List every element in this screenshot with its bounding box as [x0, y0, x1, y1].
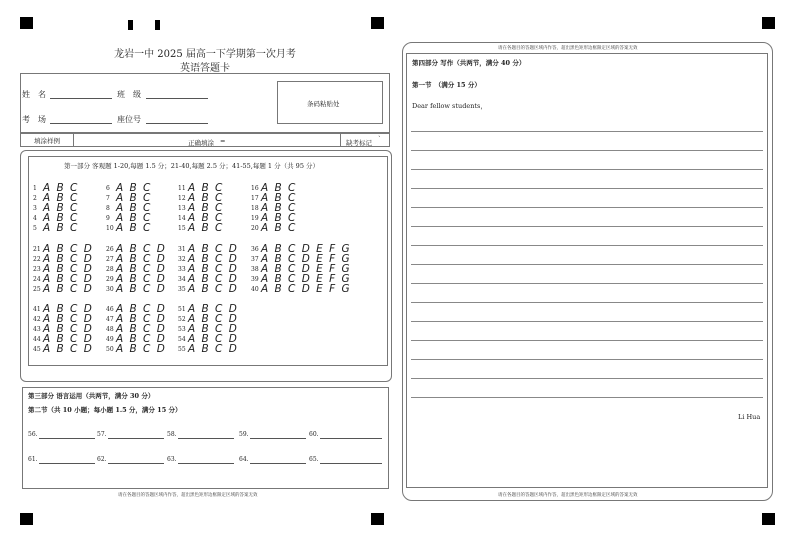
- question-number: 41: [33, 306, 41, 313]
- question-number: 43: [33, 326, 41, 333]
- question-number: 28: [106, 266, 114, 273]
- question-number: 25: [33, 286, 41, 293]
- question-number: 37: [251, 256, 259, 263]
- answer-options[interactable]: A B C D: [188, 323, 239, 335]
- answer-options[interactable]: A B C D: [188, 283, 239, 295]
- answer-options[interactable]: A B C D E F G: [261, 283, 352, 295]
- name-label: 姓 名: [22, 90, 46, 99]
- question-number: 26: [106, 246, 114, 253]
- part4-section: 第一节 （满分 15 分）: [412, 81, 481, 89]
- barcode-label: 条码粘贴处: [307, 100, 340, 108]
- answer-options[interactable]: A B C: [43, 182, 79, 194]
- question-number: 39: [251, 276, 259, 283]
- question-number: 35: [178, 286, 186, 293]
- question-number: 13: [178, 205, 186, 212]
- fill-divider: [340, 133, 341, 147]
- question-number: 52: [178, 316, 186, 323]
- writing-line[interactable]: [411, 245, 763, 246]
- answer-options[interactable]: A B C: [116, 182, 152, 194]
- timing-mark: [371, 17, 384, 29]
- blank-line[interactable]: [39, 438, 95, 439]
- seat-label: 座位号: [117, 115, 141, 124]
- writing-line[interactable]: [411, 321, 763, 322]
- writing-line[interactable]: [411, 283, 763, 284]
- question-number: 29: [106, 276, 114, 283]
- answer-options[interactable]: A B C: [261, 182, 297, 194]
- writing-inner-box: [406, 53, 768, 488]
- question-number: 38: [251, 266, 259, 273]
- blank-number: 58.: [167, 431, 177, 438]
- blank-number: 57.: [97, 431, 107, 438]
- question-number: 34: [178, 276, 186, 283]
- writing-line[interactable]: [411, 264, 763, 265]
- writing-line[interactable]: [411, 302, 763, 303]
- question-number: 36: [251, 246, 259, 253]
- blank-number: 64.: [239, 456, 249, 463]
- question-number: 55: [178, 346, 186, 353]
- question-number: 7: [106, 195, 110, 202]
- seat-field[interactable]: [146, 123, 208, 124]
- answer-options[interactable]: A B C: [261, 202, 297, 214]
- question-number: 5: [33, 225, 37, 232]
- footer-note-bottom-right: 请在各题目的答题区域内作答，超出黑色矩形边框限定区域的答案无效: [498, 493, 638, 498]
- fill-sample-label: 填涂样例: [34, 137, 60, 145]
- answer-options[interactable]: A B C D: [116, 343, 167, 355]
- answer-options[interactable]: A B C D: [116, 273, 167, 285]
- timing-mark: [20, 17, 33, 29]
- question-number: 16: [251, 185, 259, 192]
- question-number: 45: [33, 346, 41, 353]
- question-number: 53: [178, 326, 186, 333]
- answer-options[interactable]: A B C D: [43, 303, 94, 315]
- question-number: 47: [106, 316, 114, 323]
- answer-options[interactable]: A B C D: [43, 313, 94, 325]
- question-number: 11: [178, 185, 186, 192]
- writing-line[interactable]: [411, 169, 763, 170]
- answer-options[interactable]: A B C D: [188, 263, 239, 275]
- blank-line[interactable]: [320, 463, 382, 464]
- writing-line[interactable]: [411, 378, 763, 379]
- answer-options[interactable]: A B C D E F G: [261, 253, 352, 265]
- blank-number: 65.: [309, 456, 319, 463]
- question-number: 27: [106, 256, 114, 263]
- question-number: 22: [33, 256, 41, 263]
- answer-options[interactable]: A B C: [261, 192, 297, 204]
- blank-number: 60.: [309, 431, 319, 438]
- question-number: 1: [33, 185, 37, 192]
- question-number: 31: [178, 246, 186, 253]
- answer-options[interactable]: A B C D: [188, 253, 239, 265]
- answer-options[interactable]: A B C D: [116, 243, 167, 255]
- answer-options[interactable]: A B C: [43, 222, 79, 234]
- answer-options[interactable]: A B C D E F G: [261, 263, 352, 275]
- blank-line[interactable]: [250, 463, 306, 464]
- answer-options[interactable]: A B C D: [43, 283, 94, 295]
- blank-number: 56.: [28, 431, 38, 438]
- blank-line[interactable]: [320, 438, 382, 439]
- question-number: 44: [33, 336, 41, 343]
- question-number: 42: [33, 316, 41, 323]
- answer-options[interactable]: A B C D: [188, 273, 239, 285]
- answer-options[interactable]: A B C D: [43, 333, 94, 345]
- writing-line[interactable]: [411, 340, 763, 341]
- answer-options[interactable]: A B C D: [116, 323, 167, 335]
- answer-options[interactable]: A B C: [43, 212, 79, 224]
- timing-mark: [371, 513, 384, 525]
- blank-line[interactable]: [250, 438, 306, 439]
- question-number: 9: [106, 215, 110, 222]
- blank-line[interactable]: [178, 463, 234, 464]
- answer-options[interactable]: A B C D: [116, 283, 167, 295]
- part4-header: 第四部分 写作（共两节，满分 40 分）: [412, 59, 526, 67]
- footer-note-left: 请在各题目的答题区域内作答，超出黑色矩形边框限定区域的答案无效: [118, 493, 258, 498]
- answer-options[interactable]: A B C: [116, 212, 152, 224]
- fill-divider: [73, 133, 74, 147]
- blank-number: 61.: [28, 456, 38, 463]
- answer-options[interactable]: A B C: [261, 222, 297, 234]
- room-label: 考 场: [22, 115, 46, 124]
- answer-options[interactable]: A B C D: [188, 303, 239, 315]
- answer-options[interactable]: A B C: [188, 212, 224, 224]
- answer-options[interactable]: A B C: [43, 192, 79, 204]
- question-number: 54: [178, 336, 186, 343]
- answer-options[interactable]: A B C D E F G: [261, 273, 352, 285]
- question-number: 32: [178, 256, 186, 263]
- timing-mark: [20, 513, 33, 525]
- question-number: 24: [33, 276, 41, 283]
- blank-number: 63.: [167, 456, 177, 463]
- answer-options[interactable]: A B C D: [116, 333, 167, 345]
- blank-line[interactable]: [178, 438, 234, 439]
- letter-greeting: Dear fellow students，: [412, 102, 487, 110]
- answer-options[interactable]: A B C: [116, 202, 152, 214]
- question-number: 33: [178, 266, 186, 273]
- writing-line[interactable]: [411, 359, 763, 360]
- timing-mark: [762, 17, 775, 29]
- answer-options[interactable]: A B C: [43, 202, 79, 214]
- question-number: 14: [178, 215, 186, 222]
- correct-fill-label: 正确填涂: [188, 139, 214, 147]
- question-number: 21: [33, 246, 41, 253]
- timing-mark: [128, 20, 133, 30]
- answer-options[interactable]: A B C D: [43, 263, 94, 275]
- part3-header: 第三部分 语言运用（共两节，满分 30 分）: [28, 392, 155, 400]
- answer-options[interactable]: A B C D: [43, 243, 94, 255]
- answer-options[interactable]: A B C: [188, 222, 224, 234]
- question-number: 15: [178, 225, 186, 232]
- writing-line[interactable]: [411, 188, 763, 189]
- class-field[interactable]: [146, 98, 208, 99]
- question-number: 20: [251, 225, 259, 232]
- answer-options[interactable]: A B C D: [116, 303, 167, 315]
- question-number: 40: [251, 286, 259, 293]
- answer-options[interactable]: A B C: [261, 212, 297, 224]
- question-number: 19: [251, 215, 259, 222]
- answer-options[interactable]: A B C D: [43, 323, 94, 335]
- answer-options[interactable]: A B C D: [43, 273, 94, 285]
- writing-line[interactable]: [411, 226, 763, 227]
- question-number: 4: [33, 215, 37, 222]
- answer-options[interactable]: A B C D: [116, 263, 167, 275]
- question-number: 18: [251, 205, 259, 212]
- question-number: 10: [106, 225, 114, 232]
- question-number: 12: [178, 195, 186, 202]
- blank-number: 62.: [97, 456, 107, 463]
- answer-options[interactable]: A B C D: [188, 333, 239, 345]
- question-number: 49: [106, 336, 114, 343]
- answer-options[interactable]: A B C: [116, 192, 152, 204]
- question-number: 8: [106, 205, 110, 212]
- blank-line[interactable]: [108, 463, 164, 464]
- question-number: 17: [251, 195, 259, 202]
- blank-line[interactable]: [108, 438, 164, 439]
- letter-signature: Li Hua: [738, 413, 761, 421]
- answer-options[interactable]: A B C: [188, 192, 224, 204]
- question-number: 2: [33, 195, 37, 202]
- answer-options[interactable]: A B C D: [188, 343, 239, 355]
- part1-header: 第一部分 客观题 1-20,每题 1.5 分；21-40,每题 2.5 分；41-55,每题 1 分（共 95 分）: [64, 162, 320, 170]
- question-number: 6: [106, 185, 110, 192]
- question-number: 23: [33, 266, 41, 273]
- answer-options[interactable]: A B C D: [188, 243, 239, 255]
- correct-fill-mark: =: [220, 137, 226, 145]
- answer-options[interactable]: A B C: [116, 222, 152, 234]
- timing-mark: [762, 513, 775, 525]
- writing-line[interactable]: [411, 131, 763, 132]
- exam-title: 龙岩一中 2025 届高一下学期第一次月考: [114, 49, 296, 60]
- question-number: 50: [106, 346, 114, 353]
- room-field[interactable]: [50, 123, 112, 124]
- writing-line[interactable]: [411, 150, 763, 151]
- part3-section: 第二节（共 10 小题；每小题 1.5 分，满分 15 分）: [28, 406, 182, 414]
- question-number: 51: [178, 306, 186, 313]
- sheet-title: 英语答题卡: [180, 63, 230, 74]
- missing-mark-label: 缺考标记: [346, 139, 372, 147]
- writing-line[interactable]: [411, 207, 763, 208]
- blank-line[interactable]: [39, 463, 95, 464]
- question-number: 3: [33, 205, 37, 212]
- answer-options[interactable]: A B C D: [188, 313, 239, 325]
- answer-options[interactable]: A B C D E F G: [261, 243, 352, 255]
- question-number: 48: [106, 326, 114, 333]
- name-field[interactable]: [50, 98, 112, 99]
- timing-mark: [155, 20, 160, 30]
- writing-line[interactable]: [411, 397, 763, 398]
- class-label: 班 级: [117, 90, 141, 99]
- question-number: 46: [106, 306, 114, 313]
- blank-number: 59.: [239, 431, 249, 438]
- answer-options[interactable]: A B C D: [116, 313, 167, 325]
- missing-mark-box[interactable]: ˋ: [378, 135, 382, 143]
- answer-options[interactable]: A B C D: [43, 253, 94, 265]
- answer-options[interactable]: A B C D: [116, 253, 167, 265]
- answer-options[interactable]: A B C D: [43, 343, 94, 355]
- answer-options[interactable]: A B C: [188, 202, 224, 214]
- question-number: 30: [106, 286, 114, 293]
- footer-note-top-right: 请在各题目的答题区域内作答，超出黑色矩形边框限定区域的答案无效: [498, 46, 638, 51]
- answer-options[interactable]: A B C: [188, 182, 224, 194]
